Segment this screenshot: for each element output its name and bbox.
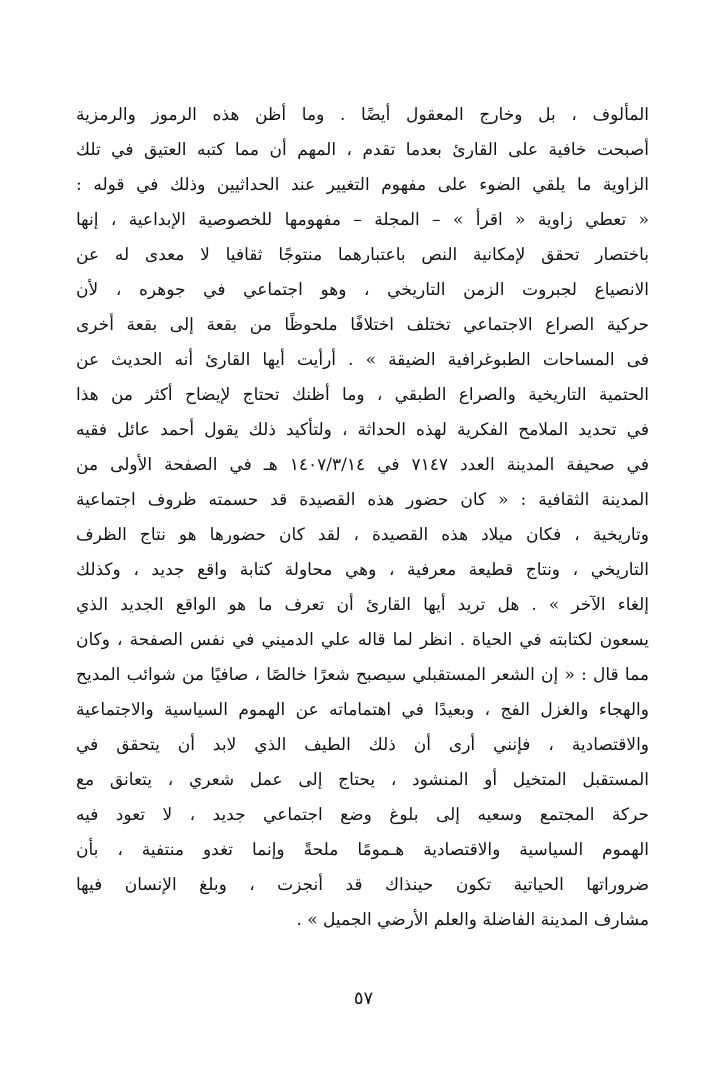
text-line-24: مشارف المدينة الفاضلة والعلم الأرضي الجميل » . [296, 910, 649, 930]
text-line-1: المألوف ، بل وخارج المعقول أيضًا . وما أظن هذه الرموز والرمزية [76, 105, 649, 125]
text-line-3: الزاوية ما يلقي الضوء على مفهوم التغيير عند الحداثيين وذلك في قوله : [76, 175, 649, 195]
text-line-23: ضروراتها الحياتية تكون حينذاك قد أنجزت ، وبلغ الإنسان فيها [76, 875, 649, 895]
text-line-2: أصبحت خافية على القارئ بعدما تقدم ، المهم أن مما كتبه العتيق في تلك [76, 140, 649, 160]
body-text [76, 98, 649, 938]
text-line-10: في تحديد الملامح الفكرية لهذه الحداثة ، ولتأكيد ذلك يقول أحمد عائل فقيه [76, 420, 649, 440]
text-line-20: المستقبل المتخيل أو المنشود ، يحتاج إلى عمل شعري ، يتعانق مع [76, 770, 649, 790]
text-line-5: باختصار تحقق لإمكانية النص باعتبارهما منتوجًا ثقافيا لا معدى له عن [76, 245, 649, 265]
text-line-11: في صحيفة المدينة العدد ٧١٤٧ في ١٤٠٧/٣/١٤ هـ في الصفحة الأولى من [76, 455, 649, 475]
text-line-18: والهجاء والغزل الفج ، وبعيدًا في اهتماماته عن الهموم السياسية والاجتماعية [76, 700, 649, 720]
text-line-13: وتاريخية ، فكان ميلاد هذه القصيدة ، لقد كان حضورها هو نتاج الظرف [76, 525, 649, 545]
text-line-9: الحتمية التاريخية والصراع الطبقي ، وما أظنك تحتاج لإيضاح أكثر من هذا [76, 385, 649, 405]
text-line-22: الهموم السياسية والاقتصادية هـمومًا ملحةً وإنما تغدو منتفية ، بأن [76, 840, 649, 860]
text-line-19: والاقتصادية ، فإنني أرى أن ذلك الطيف الذي لابد أن يتحقق في [76, 735, 649, 755]
text-line-21: حركة المجتمع وسعيه إلى بلوغ وضع اجتماعي جديد ، لا تعود فيه [76, 805, 649, 825]
text-line-15: إلغاء الآخر » . هل تريد أيها القارئ أن تعرف ما هو الواقع الجديد الذي [76, 595, 649, 615]
text-line-16: يسعون لكتابته في الحياة . انظر لما قاله علي الدميني في نفس الصفحة ، وكان [76, 630, 649, 650]
text-line-8: فى المساحات الطبوغرافية الضيقة » . أرأيت أيها القارئ أنه الحديث عن [76, 350, 649, 370]
page-number: ٥٧ [353, 988, 374, 1009]
text-line-6: الانصياع لجبروت الزمن التاريخي ، وهو اجتماعي في جوهره ، لأن [76, 280, 649, 300]
text-line-14: التاريخي ، ونتاج قطيعة معرفية ، وهي محاولة كتابة واقع جديد ، وكذلك [76, 560, 649, 580]
text-line-17: مما قال : « إن الشعر المستقبلي سيصبح شعرًا خالصًا ، صافيًا من شوائب المديح [76, 665, 649, 685]
text-line-4: « تعطي زاوية « اقرأ » – المجلة – مفهومها للخصوصية الإبداعية ، إنها [76, 210, 649, 230]
text-line-12: المدينة الثقافية : « كان حضور هذه القصيدة قد حسمته ظروف اجتماعية [76, 490, 649, 510]
text-line-7: حركية الصراع الاجتماعي تختلف اختلافًا ملحوظًا من بقعة إلى بقعة أخرى [76, 315, 649, 335]
